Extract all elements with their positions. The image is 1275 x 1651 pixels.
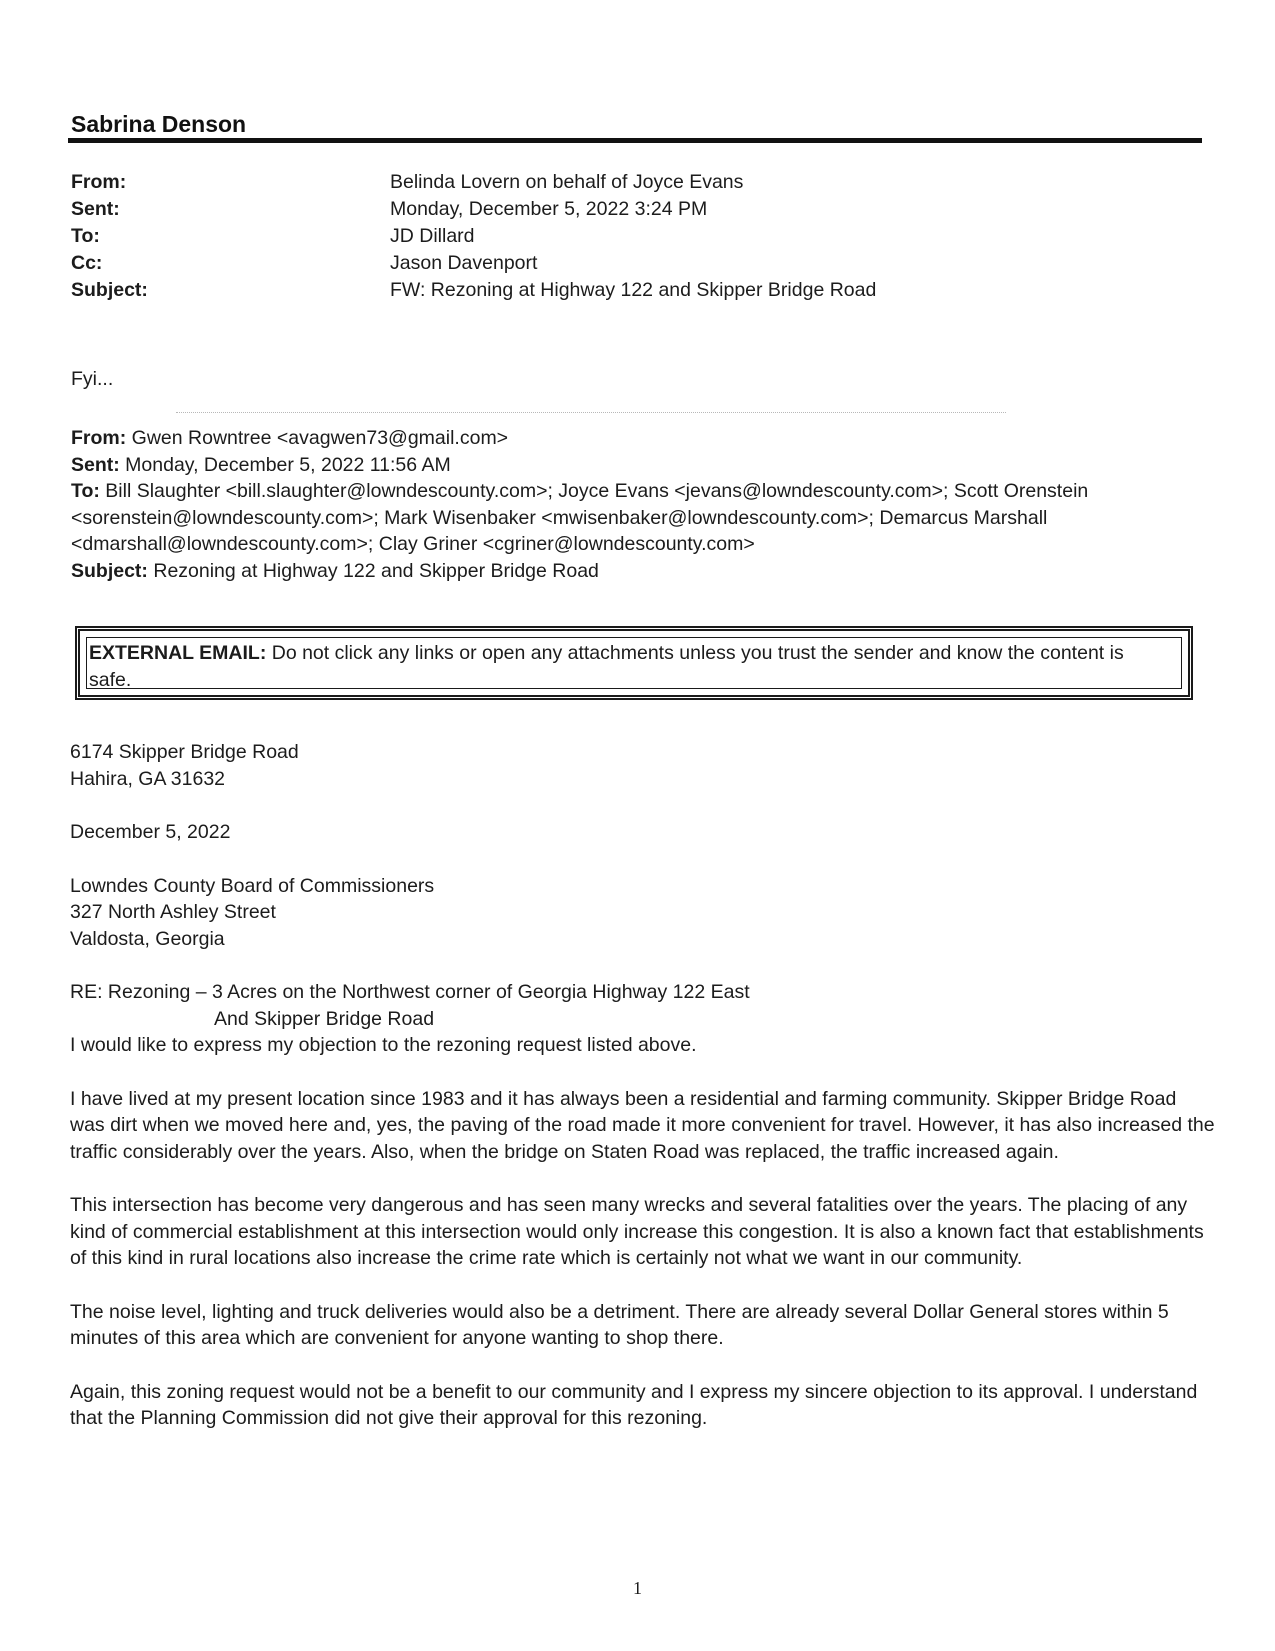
opening-line: I would like to express my objection to the rezoning request listed above. (70, 1034, 697, 1056)
sender-address-line: Hahira, GA 31632 (70, 767, 226, 790)
fwd-value: Rezoning at Highway 122 and Skipper Bridge Road (147, 559, 599, 582)
recipient-line: 327 North Ashley Street (70, 901, 276, 923)
document-owner-name: Sabrina Denson (71, 111, 247, 137)
re-line-continued: And Skipper Bridge Road (214, 1007, 435, 1030)
external-email-banner (75, 626, 1193, 700)
fwd-sent-line (71, 452, 1201, 479)
fwd-label: To: (71, 480, 100, 502)
fwd-subject-line (71, 558, 1201, 585)
header-value: JD Dillard (390, 225, 475, 247)
fwd-value: Monday, December 5, 2022 11:56 AM (119, 453, 451, 476)
fwd-label: Subject: (71, 559, 148, 582)
body-paragraph: The noise level, lighting and truck deliveries would also be a detriment. There are already several Dollar General stores within 5 minutes of this area which are convenient for anyone wanting to shop there. (70, 1300, 1169, 1349)
fwd-to-line-2: <sorenstein@lowndescounty.com>; Mark Wisenbaker <mwisenbaker@lowndescounty.com>; Demarcus Marshall (71, 506, 1048, 529)
fwd-label: Sent: (71, 453, 120, 476)
header-row-from (71, 169, 1191, 196)
email-header (71, 169, 1191, 304)
header-row-subject (71, 277, 1191, 304)
header-value: Jason Davenport (390, 252, 538, 274)
recipient-line: Valdosta, Georgia (70, 927, 225, 950)
body-paragraph: Again, this zoning request would not be a benefit to our community and I express my sincere objection to its approval. I understand that the Planning Commission did not give their approval for this rezoning. (70, 1380, 1198, 1429)
external-email-label: EXTERNAL EMAIL: (89, 642, 267, 664)
header-value: FW: Rezoning at Highway 122 and Skipper Bridge Road (390, 279, 877, 301)
recipient-line: Lowndes County Board of Commissioners (70, 874, 435, 897)
header-row-sent (71, 196, 1191, 223)
fwd-value: Gwen Rowntree <avagwen73@gmail.com> (126, 427, 509, 449)
header-label: Cc: (71, 252, 103, 274)
re-line: RE: Rezoning – 3 Acres on the Northwest corner of Georgia Highway 122 East (70, 981, 750, 1003)
forward-separator (176, 412, 1006, 413)
fwd-value: Bill Slaughter <bill.slaughter@lowndescounty.com>; Joyce Evans <jevans@lowndescounty.com>; Scott Orenstein (99, 480, 1089, 502)
letter-date: December 5, 2022 (70, 821, 231, 843)
fwd-from-line (71, 425, 1201, 452)
external-email-banner-inner (86, 637, 1182, 689)
letter-body (70, 739, 1215, 1432)
body-paragraph: I have lived at my present location since 1983 and it has always been a residential and farming community. Skipper Bridge Road was dirt when we moved here and, yes, the paving of the road made it more convenient for travel. However, it has also increased the traffic considerably over the years. Also, when the bridge on Staten Road was replaced, the traffic increased again. (70, 1087, 1215, 1163)
body-paragraph: This intersection has become very dangerous and has seen many wrecks and several fatalities over the years. The placing of any kind of commercial establishment at this intersection would only increase this congestion. It is also a known fact that establishments of this kind in rural locations also increase the crime rate which is certainly not what we want in our community. (70, 1194, 1204, 1269)
header-row-cc (71, 250, 1191, 277)
forward-note: Fyi... (71, 368, 114, 390)
owner-divider (68, 138, 1202, 143)
page-number: 1 (633, 1578, 642, 1598)
header-value: Monday, December 5, 2022 3:24 PM (390, 198, 708, 220)
header-label: Sent: (71, 198, 120, 220)
sender-address-line: 6174 Skipper Bridge Road (70, 741, 299, 763)
header-value: Belinda Lovern on behalf of Joyce Evans (390, 171, 744, 193)
header-label: From: (71, 171, 127, 193)
header-row-to (71, 223, 1191, 250)
header-label: Subject: (71, 279, 148, 301)
fwd-to-line (71, 478, 1201, 505)
external-email-text: Do not click any links or open any attachments unless you trust the sender and know the content is safe. (89, 642, 1124, 691)
fwd-to-line-3: <dmarshall@lowndescounty.com>; Clay Griner <cgriner@lowndescounty.com> (71, 533, 755, 555)
header-label: To: (71, 225, 100, 247)
fwd-label: From: (71, 427, 127, 449)
forwarded-header (71, 425, 1201, 584)
